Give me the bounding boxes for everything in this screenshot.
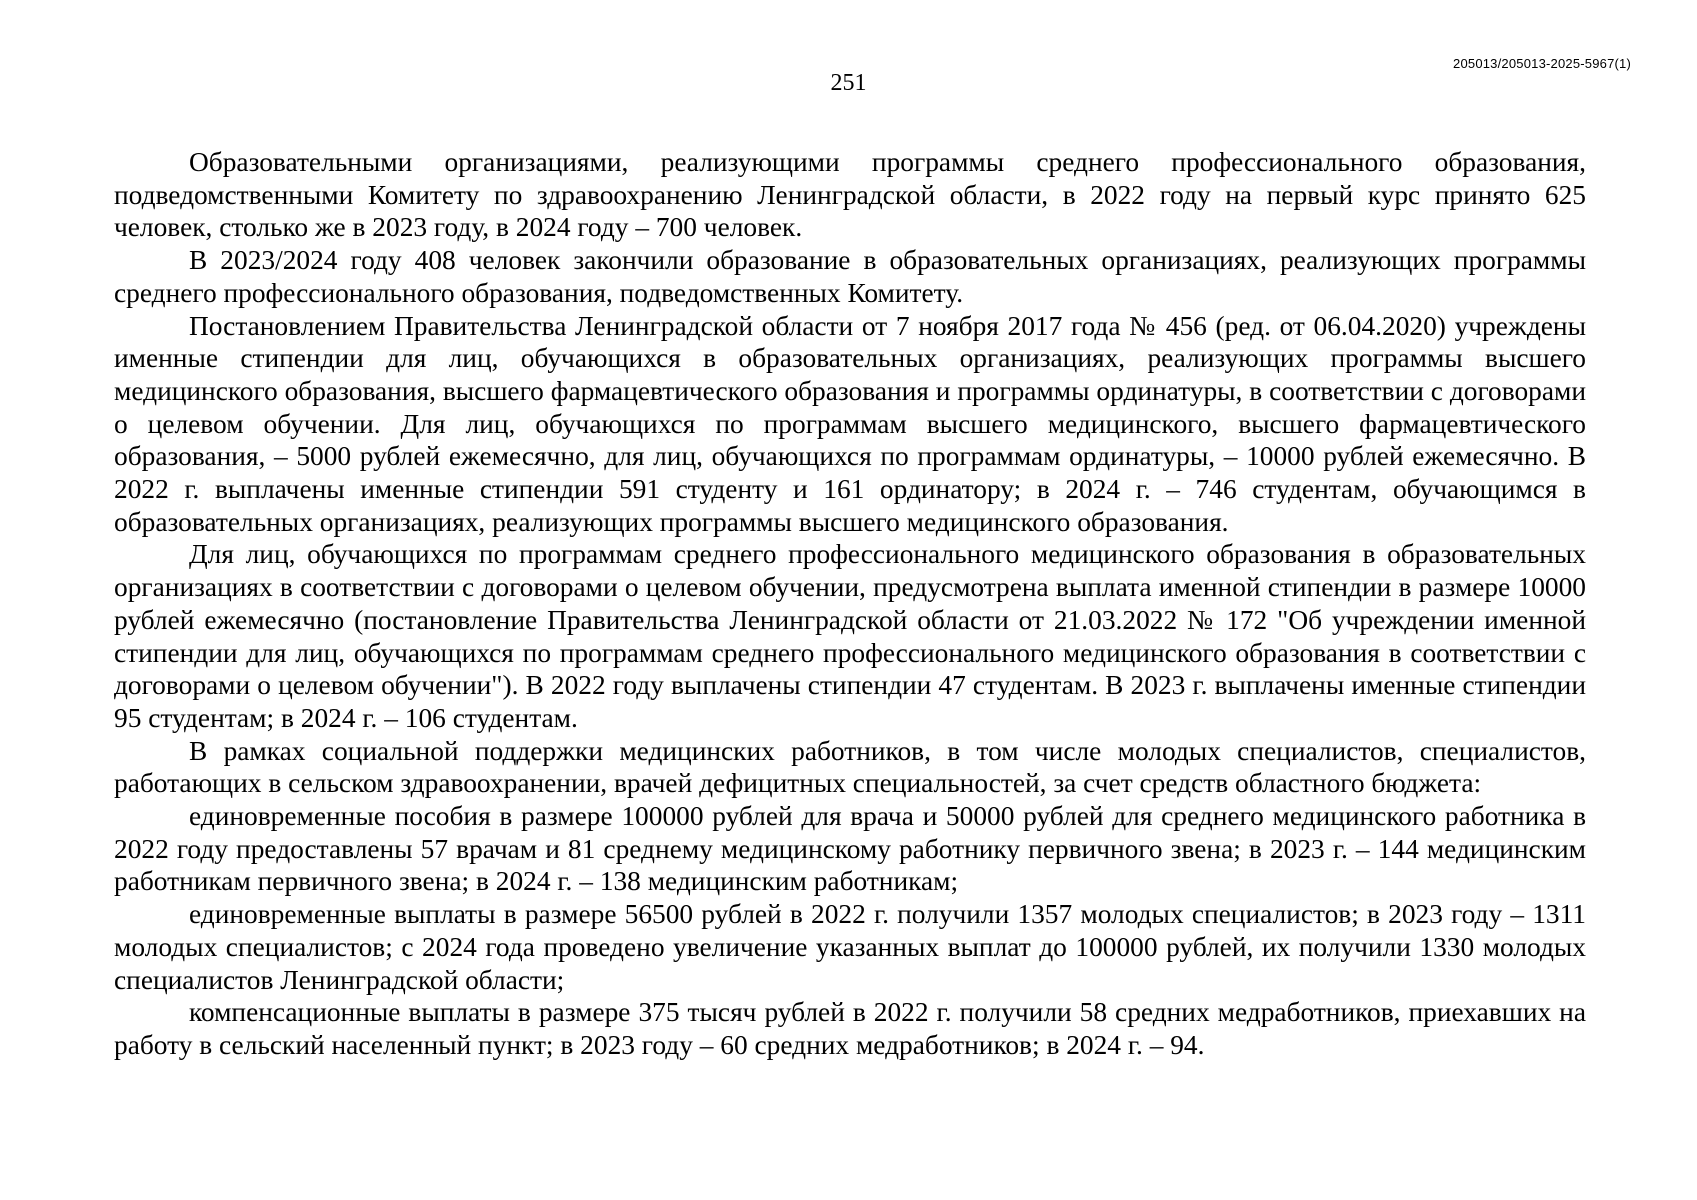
paragraph-4: Для лиц, обучающихся по программам среднего профессионального медицинского образования в образовательных организациях в соответствии с договорами о целевом обучении, предусмотрена выплата именной стипендии в размере 10000 рублей ежемесячно (постановление Правительства Ленинградской области от 21.03.2022 № 172 "Об учреждении именной стипендии для лиц, обучающихся по программам среднего профессионального медицинского образования в соответствии с договорами о целевом обучении"). В 2022 году выплачены стипендии 47 студентам. В 2023 г. выплачены именные стипендии 95 студентам; в 2024 г. – 106 студентам. [114, 539, 1586, 733]
paragraph-2: В 2023/2024 году 408 человек закончили образование в образовательных организациях, реализующих программы среднего профессионального образования, подведомственных Комитету. [114, 245, 1586, 308]
paragraph-7: единовременные выплаты в размере 56500 рублей в 2022 г. получили 1357 молодых специалистов; в 2023 году – 1311 молодых специалистов; с 2024 года проведено увеличение указанных выплат до 100000 рублей, их получили 1330 молодых специалистов Ленинградской области; [114, 899, 1586, 995]
paragraph-3: Постановлением Правительства Ленинградской области от 7 ноября 2017 года № 456 (ред. от 06.04.2020) учреждены именные стипендии для лиц, обучающихся в образовательных организациях, реализующих программы высшего медицинского образования, высшего фармацевтического образования и программы ординатуры, в соответствии с договорами о целевом обучении. Для лиц, обучающихся по программам высшего медицинского, высшего фармацевтического образования, – 5000 рублей ежемесячно, для лиц, обучающихся по программам ординатуры, – 10000 рублей ежемесячно. В 2022 г. выплачены именные стипендии 591 студенту и 161 ординатору; в 2024 г. – 746 студентам, обучающимся в образовательных организациях, реализующих программы высшего медицинского образования. [114, 310, 1586, 537]
paragraph-1: Образовательными организациями, реализующими программы среднего профессионального образования, подведомственными Комитету по здравоохранению Ленинградской области, в 2022 году на первый курс принято 625 человек, столько же в 2023 году, в 2024 году – 700 человек. [114, 147, 1586, 243]
document-id: 205013/205013-2025-5967(1) [1453, 56, 1631, 71]
document-body [114, 146, 1586, 1062]
page-number: 251 [830, 70, 867, 96]
paragraph-8: компенсационные выплаты в размере 375 тысяч рублей в 2022 г. получили 58 средних медработников, приехавших на работу в сельский населенный пункт; в 2023 году – 60 средних медработников; в 2024 г. – 94. [114, 997, 1586, 1060]
paragraph-6: единовременные пособия в размере 100000 рублей для врача и 50000 рублей для среднего медицинского работника в 2022 году предоставлены 57 врачам и 81 среднему медицинскому работнику первичного звена; в 2023 г. – 144 медицинским работникам первичного звена; в 2024 г. – 138 медицинским работникам; [114, 801, 1586, 897]
paragraph-5: В рамках социальной поддержки медицинских работников, в том числе молодых специалистов, специалистов, работающих в сельском здравоохранении, врачей дефицитных специальностей, за счет средств областного бюджета: [114, 735, 1586, 799]
